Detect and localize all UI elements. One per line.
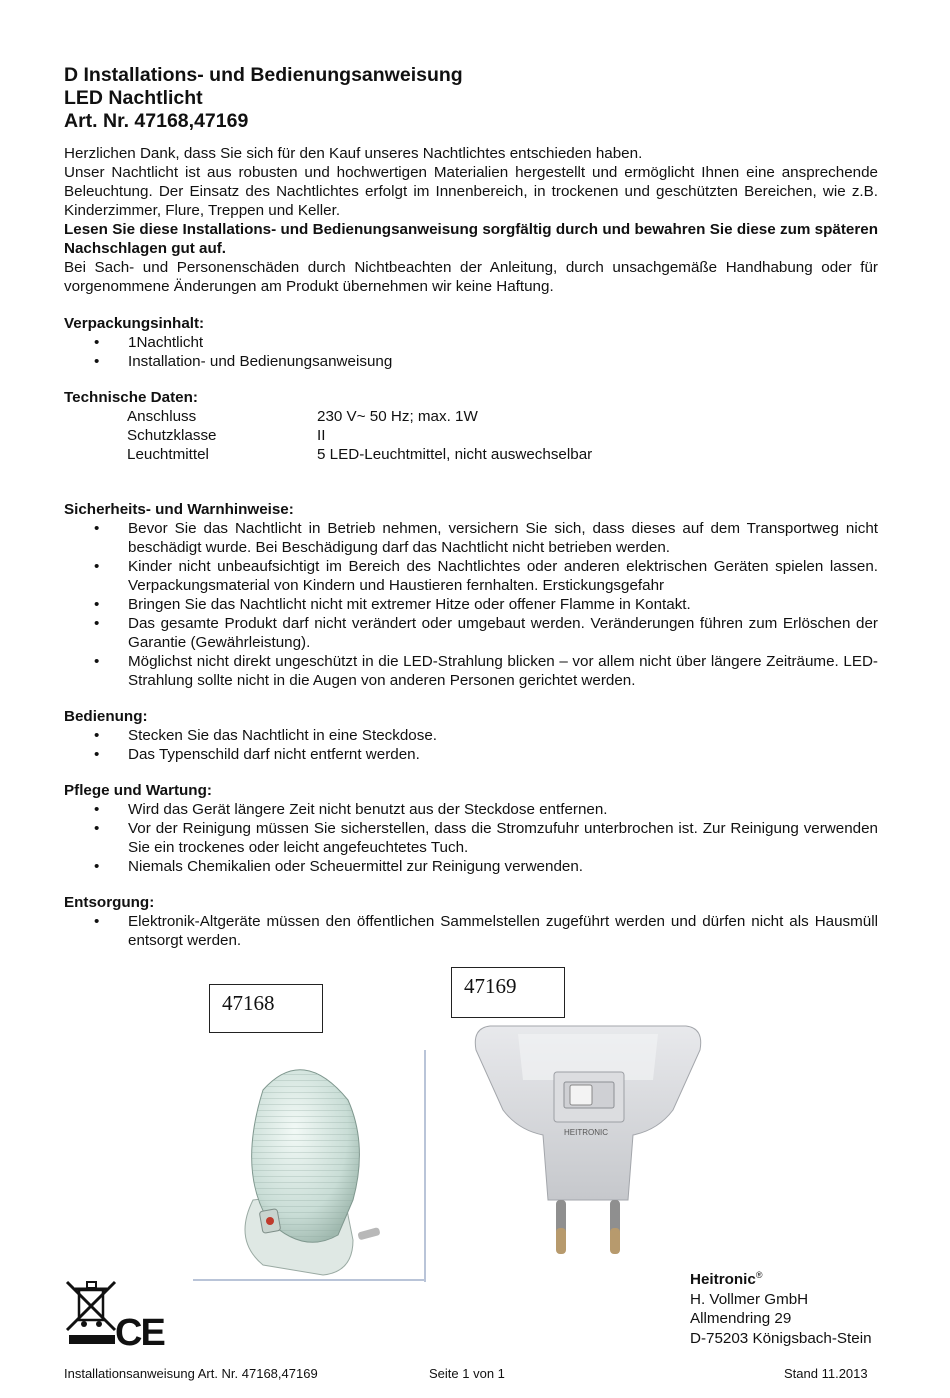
- list-item: • Wird das Gerät längere Zeit nicht benutzt aus der Steckdose entfernen.: [94, 801, 608, 818]
- care-list: [64, 800, 878, 876]
- product-label-47169: 47169: [451, 967, 565, 1018]
- packaging-list: [64, 333, 878, 371]
- company-name: Heitronic: [690, 1271, 756, 1289]
- safety-heading: Sicherheits- und Warnhinweise:: [64, 501, 294, 518]
- operation-list: [64, 726, 878, 764]
- document-title: [64, 64, 878, 133]
- list-item: • Elektronik-Altgeräte müssen den öffentlichen Sammelstellen zugeführt werden und dürfen nicht als Hausmüll entsorgt werden.: [94, 913, 878, 949]
- list-item: • Vor der Reinigung müssen Sie sicherstellen, dass die Stromzufuhr unterbrochen ist. Zur Reinigung verwenden Sie ein trockenes oder leicht angefeuchtetes Tuch.: [94, 820, 878, 856]
- footer-left: Installationsanweisung Art. Nr. 47168,47169: [64, 1366, 318, 1381]
- company-line-2: Allmendring 29: [690, 1310, 792, 1328]
- disposal-heading: Entsorgung:: [64, 894, 155, 911]
- list-item: • Installation- und Bedienungsanweisung: [94, 353, 393, 370]
- night-light-47169-image: [468, 1020, 708, 1265]
- intro-liability: Bei Sach- und Personenschäden durch Nichtbeachten der Anleitung, durch unsachgemäße Handhabung oder für vorgenommene Änderungen am Produkt übernehmen wir keine Haftung.: [64, 259, 878, 295]
- table-row: Leuchtmittel 5 LED-Leuchtmittel, nicht auswechselbar: [127, 446, 593, 463]
- safety-list: [64, 519, 878, 690]
- list-item: • Möglichst nicht direkt ungeschützt in die LED-Strahlung blicken – vor allem nicht über längere Zeiträume. LED-Strahlung sollte nicht in die Augen von anderen Personen gerichtet werden.: [94, 653, 878, 689]
- table-row: Schutzklasse II: [127, 427, 326, 444]
- device-brand-label: HEITRONIC: [564, 1128, 608, 1137]
- footer-date: Stand 11.2013: [784, 1366, 868, 1381]
- tech-heading: Technische Daten:: [64, 389, 198, 406]
- list-item: • Stecken Sie das Nachtlicht in eine Steckdose.: [94, 727, 437, 744]
- registered-mark: ®: [755, 1270, 763, 1280]
- list-item: • Bringen Sie das Nachtlicht nicht mit extremer Hitze oder offener Flamme in Kontakt.: [94, 596, 691, 613]
- title-line-3: Art. Nr. 47168,47169: [64, 110, 249, 132]
- company-address: [690, 1266, 872, 1348]
- list-item: • Bevor Sie das Nachtlicht in Betrieb nehmen, versichern Sie sich, dass dieses auf dem Transportweg nicht beschädigt wurde. Bei Beschädigung darf das Nachtlicht nicht betrieben werden.: [94, 520, 878, 556]
- tech-table: [127, 407, 592, 464]
- operation-heading: Bedienung:: [64, 708, 148, 725]
- list-item: • Niemals Chemikalien oder Scheuermittel zur Reinigung verwenden.: [94, 858, 584, 875]
- product-label-47168: 47168: [209, 984, 323, 1033]
- document-page: [64, 64, 878, 950]
- list-item: • Das Typenschild darf nicht entfernt werden.: [94, 746, 420, 763]
- intro-read-notice: Lesen Sie diese Installations- und Bedienungsanweisung sorgfältig durch und bewahren Sie diese zum späteren Nachschlagen gut auf.: [64, 221, 878, 257]
- intro-thanks: Herzlichen Dank, dass Sie sich für den Kauf unseres Nachtlichtes entschieden haben.: [64, 145, 643, 162]
- intro-section: [64, 144, 878, 296]
- list-item: • 1Nachtlicht: [94, 334, 204, 351]
- list-item: • Kinder nicht unbeaufsichtigt im Bereich des Nachtlichtes oder anderen elektrischen Geräten spielen lassen. Verpackungsmaterial von Kindern und Haustieren fernhalten. Erstickungsgefahr: [94, 558, 878, 594]
- intro-description: Unser Nachtlicht ist aus robusten und hochwertigen Materialien hergestellt und ermöglicht Ihnen eine ansprechende Beleuchtung. Der Einsatz des Nachtlichtes erfolgt im Innenbereich, in trockenen und geschützten Bereichen, wie z.B. Kinderzimmer, Flure, Treppen und Keller.: [64, 164, 878, 219]
- company-line-1: H. Vollmer GmbH: [690, 1290, 809, 1308]
- list-item: • Das gesamte Produkt darf nicht verändert oder umgebaut werden. Veränderungen führen zum Erlöschen der Garantie (Gewährleistung).: [94, 615, 878, 651]
- ce-mark: CE: [115, 1312, 164, 1354]
- packaging-heading: Verpackungsinhalt:: [64, 315, 205, 332]
- title-line-2: LED Nachtlicht: [64, 87, 203, 109]
- company-line-3: D-75203 Königsbach-Stein: [690, 1329, 872, 1347]
- table-row: Anschluss 230 V~ 50 Hz; max. 1W: [127, 408, 478, 425]
- night-light-47168-image: [193, 1050, 428, 1282]
- footer-page-number: Seite 1 von 1: [429, 1366, 505, 1381]
- care-heading: Pflege und Wartung:: [64, 782, 212, 799]
- title-line-1: D Installations- und Bedienungsanweisung: [64, 64, 463, 86]
- disposal-list: [64, 912, 878, 950]
